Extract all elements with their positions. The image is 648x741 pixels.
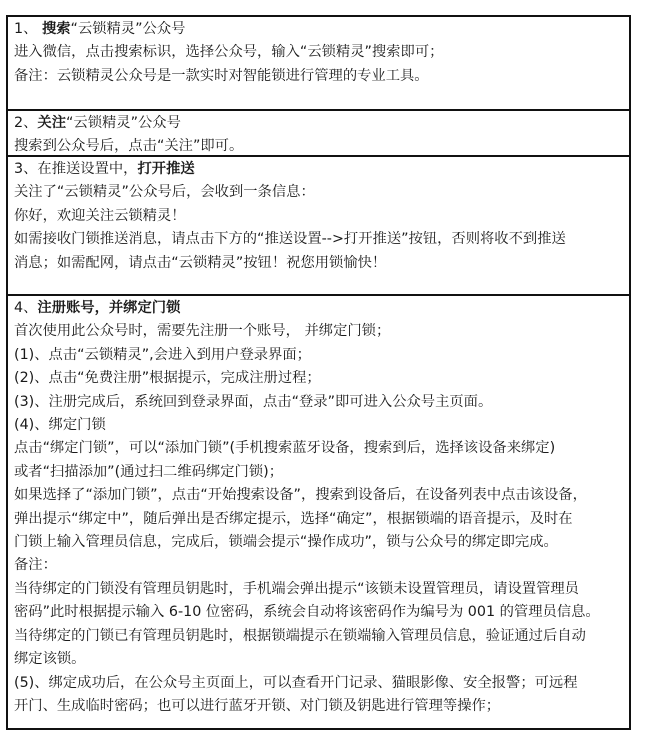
section-search	[8, 17, 629, 109]
text-line: 或者“扫描添加”(通过扫二维码绑定门锁)；	[14, 463, 284, 480]
heading-suffix: “云锁精灵”公众号	[70, 21, 186, 37]
step-3: (3)、注册完成后，系统回到登录界面，点击“登录”即可进入公众号主页面。	[14, 393, 493, 410]
step-4: (4)、绑定门锁	[14, 417, 106, 434]
text-line: 当待绑定的门锁已有管理员钥匙时，根据锁端提示在锁端输入管理员信息，验证通过后自动	[14, 627, 586, 644]
text-line: 你好，欢迎关注云锁精灵！	[14, 207, 186, 224]
text-line: 绑定该锁。	[14, 651, 86, 668]
heading-prefix: 1、	[14, 21, 42, 37]
step-1: (1)、点击“云锁精灵”,会进入到用户登录界面；	[14, 346, 311, 363]
section-heading	[14, 297, 623, 320]
heading-prefix: 4、	[14, 300, 38, 316]
text-line: 消息；如需配网，请点击“云锁精灵”按钮！祝您用锁愉快！	[14, 254, 387, 271]
text-line: 备注：云锁精灵公众号是一款实时对智能锁进行管理的专业工具。	[14, 67, 429, 84]
instruction-table	[6, 15, 631, 730]
text-line: 密码”此时根据提示输入 6-10 位密码，系统会自动将该密码作为编号为 001 的管理员信息。	[14, 604, 600, 621]
section-push-settings	[8, 155, 629, 294]
text-line: 门锁上输入管理员信息，完成后，锁端会提示“操作成功”，锁与公众号的绑定即完成。	[14, 534, 558, 551]
step-2: (2)、点击“免费注册”根据提示，完成注册过程；	[14, 370, 321, 387]
heading-bold: 搜索	[41, 21, 71, 37]
heading-bold: 打开推送	[137, 161, 195, 177]
section-heading	[14, 18, 623, 41]
heading-suffix: “云锁精灵”公众号	[66, 115, 181, 131]
section-heading	[14, 158, 623, 181]
section-heading	[14, 112, 623, 135]
section-follow	[8, 109, 629, 155]
text-line: 当待绑定的门锁没有管理员钥匙时，手机端会弹出提示“该锁未设置管理员，请设置管理员	[14, 580, 579, 597]
note-label: 备注：	[14, 557, 57, 574]
heading-bold: 注册账号，并绑定门锁	[37, 300, 181, 316]
heading-prefix: 3、在推送设置中，	[14, 161, 138, 177]
section-register-bind	[8, 294, 629, 728]
text-line: 首次使用此公众号时，需要先注册一个账号， 并绑定门锁；	[14, 323, 391, 340]
text-line: 弹出提示“绑定中”，随后弹出是否绑定提示，选择“确定”，根据锁端的语音提示，及时在	[14, 510, 573, 527]
heading-prefix: 2、	[14, 115, 38, 131]
text-line: 如需接收门锁推送消息，请点击下方的“推送设置-->打开推送”按钮，否则将收不到推送	[14, 231, 566, 248]
text-line: 点击“绑定门锁”，可以“添加门锁”(手机搜索蓝牙设备，搜索到后，选择该设备来绑定)	[14, 440, 556, 457]
text-line: 关注了“云锁精灵”公众号后，会收到一条信息：	[14, 184, 315, 201]
text-line: 开门、生成临时密码；也可以进行蓝牙开锁、对门锁及钥匙进行管理等操作；	[14, 697, 501, 714]
step-5: (5)、绑定成功后，在公众号主页面上，可以查看开门记录、猫眼影像、安全报警；可远程	[14, 674, 578, 691]
text-line: 如果选择了“添加门锁”，点击“开始搜索设备”，搜索到设备后，在设备列表中点击该设备，	[14, 487, 587, 504]
text-line: 进入微信，点击搜索标识，选择公众号，输入“云锁精灵”搜索即可；	[14, 44, 444, 61]
heading-bold: 关注	[37, 115, 66, 131]
text-line: 搜索到公众号后，点击“关注”即可。	[14, 138, 244, 155]
